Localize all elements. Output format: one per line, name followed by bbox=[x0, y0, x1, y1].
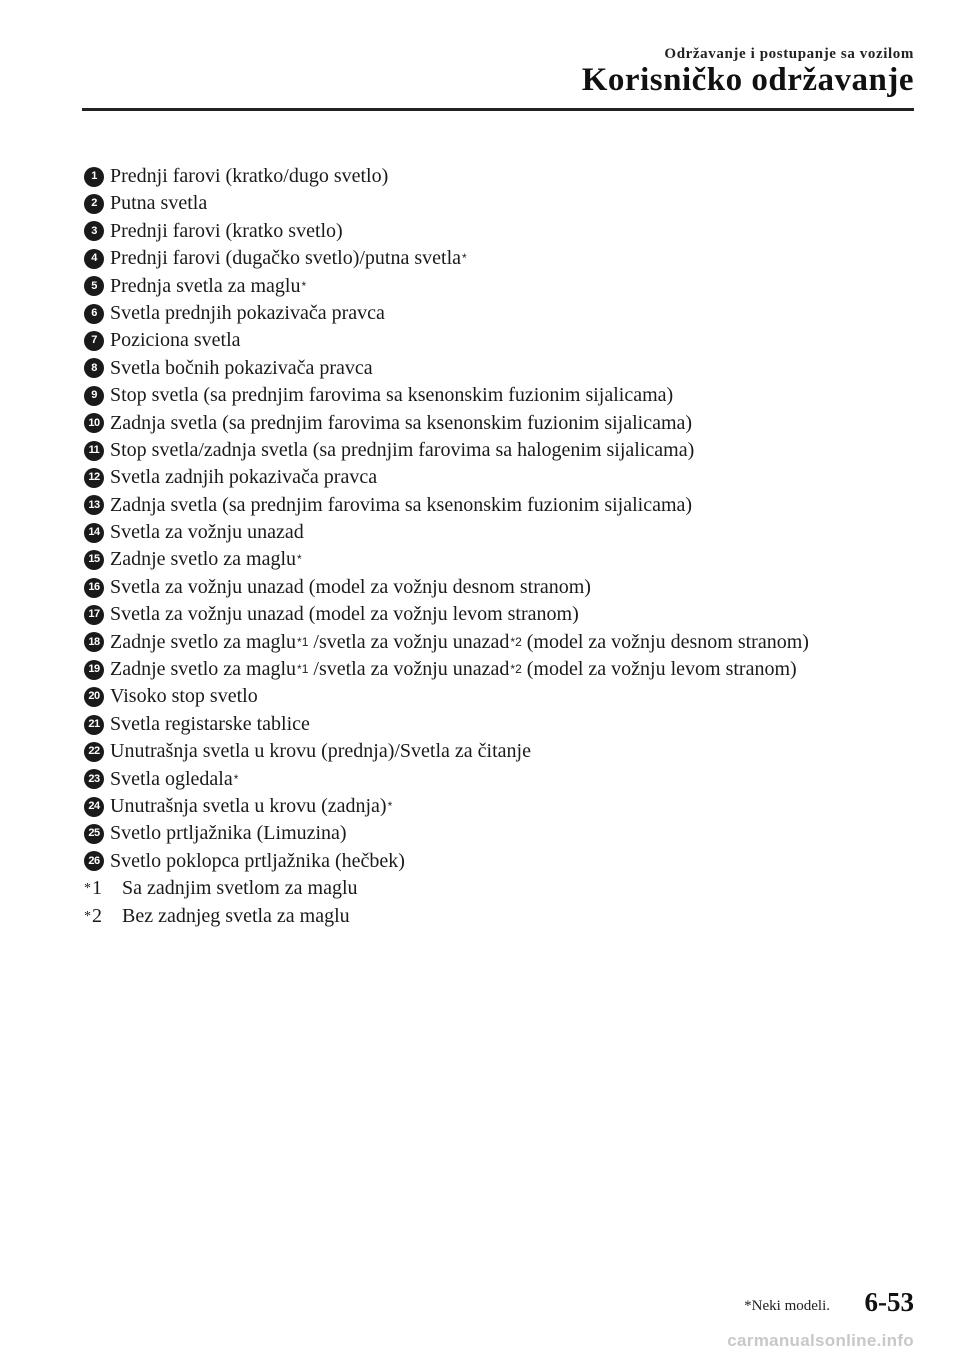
footnote-text: Sa zadnjim svetlom za maglu bbox=[122, 877, 358, 900]
number-badge: 17 bbox=[84, 605, 104, 625]
number-badge: 5 bbox=[84, 276, 104, 296]
list-item bbox=[84, 820, 924, 847]
list-item bbox=[84, 546, 924, 573]
number-badge: 24 bbox=[84, 797, 104, 817]
list-item bbox=[84, 766, 924, 793]
item-text: Stop svetla/zadnja svetla (sa prednjim farovima sa halogenim sijalicama) bbox=[110, 438, 695, 461]
item-text-part: (model za vožnju levom stranom) bbox=[521, 658, 797, 681]
number-badge: 21 bbox=[84, 715, 104, 735]
footnote-mark: *2 bbox=[510, 634, 522, 649]
item-text-part: /svetla za vožnju unazad bbox=[308, 658, 510, 681]
list-item bbox=[84, 683, 924, 710]
list-item bbox=[84, 273, 924, 300]
item-text: Zadnje svetlo za maglu bbox=[110, 630, 297, 653]
footnote-text: Bez zadnjeg svetla za maglu bbox=[122, 904, 350, 927]
header-subtitle: Održavanje i postupanje sa vozilom bbox=[664, 46, 914, 62]
item-text: Svetla zadnjih pokazivača pravca bbox=[110, 466, 378, 489]
item-text-part: (model za vožnju desnom stranom) bbox=[521, 630, 809, 653]
footnote-mark: * bbox=[301, 278, 307, 293]
watermark: carmanualsonline.info bbox=[727, 1331, 914, 1350]
number-badge: 25 bbox=[84, 824, 104, 844]
item-text: Svetla za vožnju unazad bbox=[110, 521, 304, 544]
footnote-label: 2 bbox=[92, 904, 102, 927]
list-item bbox=[84, 848, 924, 875]
list-item bbox=[84, 656, 924, 683]
item-text: Svetla za vožnju unazad (model za vožnju desnom stranom) bbox=[110, 575, 591, 598]
number-badge: 12 bbox=[84, 468, 104, 488]
item-text: Svetla bočnih pokazivača pravca bbox=[110, 356, 373, 379]
page-number: 6-53 bbox=[864, 1287, 914, 1317]
footnote-asterisk: * bbox=[84, 881, 91, 897]
footnote-mark: * bbox=[387, 798, 393, 813]
number-badge: 1 bbox=[84, 167, 104, 187]
footnote-mark: *1 bbox=[297, 662, 309, 677]
list-item bbox=[84, 327, 924, 354]
list-item bbox=[84, 738, 924, 765]
list-item bbox=[84, 410, 924, 437]
number-badge: 3 bbox=[84, 221, 104, 241]
number-badge: 10 bbox=[84, 413, 104, 433]
list-item bbox=[84, 711, 924, 738]
list-item bbox=[84, 601, 924, 628]
number-badge: 6 bbox=[84, 304, 104, 324]
list-item bbox=[84, 437, 924, 464]
item-text: Poziciona svetla bbox=[110, 329, 241, 352]
item-text: Prednji farovi (kratko svetlo) bbox=[110, 219, 343, 242]
number-badge: 14 bbox=[84, 523, 104, 543]
footnote-mark: * bbox=[462, 251, 467, 266]
footnote-mark: * bbox=[297, 552, 302, 567]
item-text: Prednji farovi (kratko/dugo svetlo) bbox=[110, 165, 389, 187]
list-item bbox=[84, 793, 924, 820]
item-text: Visoko stop svetlo bbox=[110, 685, 258, 708]
number-badge: 2 bbox=[84, 194, 104, 214]
list-item bbox=[84, 574, 924, 601]
footer-note: *Neki modeli. bbox=[744, 1298, 830, 1314]
number-badge: 26 bbox=[84, 851, 104, 871]
item-text: Unutrašnja svetla u krovu (prednja)/Svetla za čitanje bbox=[110, 740, 531, 763]
item-text: Putna svetla bbox=[110, 192, 208, 215]
number-badge: 15 bbox=[84, 550, 104, 570]
item-text: Zadnja svetla (sa prednjim farovima sa ksenonskim fuzionim sijalicama) bbox=[110, 493, 693, 516]
list-item bbox=[84, 190, 924, 217]
number-badge: 13 bbox=[84, 495, 104, 515]
item-text: Prednji farovi (dugačko svetlo)/putna svetla bbox=[110, 247, 462, 270]
number-badge: 7 bbox=[84, 331, 104, 351]
item-text: Zadnje svetlo za maglu bbox=[110, 548, 297, 571]
header-rule bbox=[82, 108, 914, 111]
item-text-part: /svetla za vožnju unazad bbox=[308, 630, 510, 653]
footnote-mark: * bbox=[233, 771, 239, 786]
footnote-1 bbox=[84, 875, 924, 902]
footnote-2 bbox=[84, 903, 924, 930]
item-text: Svetlo prtljažnika (Limuzina) bbox=[110, 822, 347, 845]
list-item bbox=[84, 300, 924, 327]
legend-list bbox=[84, 163, 924, 930]
item-text: Svetla registarske tablice bbox=[110, 712, 310, 735]
number-badge: 23 bbox=[84, 769, 104, 789]
item-text: Stop svetla (sa prednjim farovima sa ksenonskim fuzionim sijalicama) bbox=[110, 384, 674, 407]
item-text: Svetla ogledala bbox=[110, 767, 233, 790]
number-badge: 8 bbox=[84, 358, 104, 378]
item-text: Zadnje svetlo za maglu bbox=[110, 658, 297, 681]
list-item bbox=[84, 519, 924, 546]
list-item bbox=[84, 163, 924, 190]
item-text: Zadnja svetla (sa prednjim farovima sa ksenonskim fuzionim sijalicama) bbox=[110, 411, 693, 434]
item-text: Unutrašnja svetla u krovu (zadnja) bbox=[110, 794, 387, 817]
item-text: Svetla za vožnju unazad (model za vožnju levom stranom) bbox=[110, 603, 579, 626]
list-item bbox=[84, 245, 924, 272]
page-title: Korisničko održavanje bbox=[581, 62, 914, 98]
number-badge: 16 bbox=[84, 578, 104, 598]
footnote-label: 1 bbox=[92, 877, 102, 900]
list-item bbox=[84, 382, 924, 409]
item-text: Svetlo poklopca prtljažnika (hečbek) bbox=[110, 849, 405, 872]
number-badge: 11 bbox=[84, 441, 104, 461]
footnote-mark: *2 bbox=[510, 662, 522, 677]
number-badge: 4 bbox=[84, 249, 104, 269]
number-badge: 22 bbox=[84, 742, 104, 762]
item-text: Prednja svetla za maglu bbox=[110, 274, 301, 297]
footnote-mark: *1 bbox=[297, 634, 309, 649]
number-badge: 20 bbox=[84, 687, 104, 707]
item-text: Svetla prednjih pokazivača pravca bbox=[110, 301, 385, 324]
footnote-asterisk: * bbox=[84, 908, 91, 924]
number-badge: 18 bbox=[84, 632, 104, 652]
list-item bbox=[84, 464, 924, 491]
list-item bbox=[84, 492, 924, 519]
list-item bbox=[84, 629, 924, 656]
list-item bbox=[84, 355, 924, 382]
list-item bbox=[84, 218, 924, 245]
number-badge: 19 bbox=[84, 660, 104, 680]
number-badge: 9 bbox=[84, 386, 104, 406]
